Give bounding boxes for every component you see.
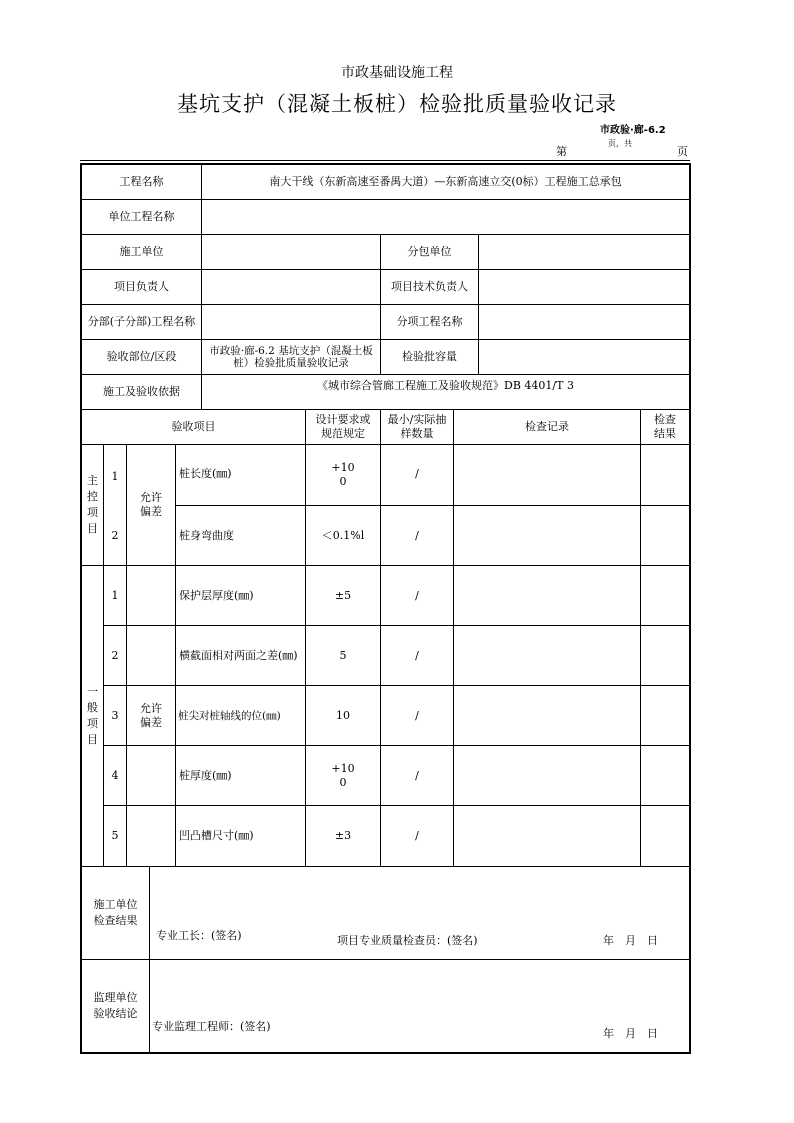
- general-row-3-name: 桩尖对桩轴线的位(㎜): [178, 709, 281, 722]
- supervisor-date: 年 月 日: [603, 1027, 658, 1040]
- acceptance-part-label: 验收部位/区段: [106, 350, 177, 363]
- general-row-3-sample: /: [415, 708, 419, 722]
- main-row-1-design: +10 0: [331, 461, 355, 488]
- general-row-1-no: 1: [111, 588, 119, 602]
- general-row-5-name: 凹凸槽尺寸(㎜): [179, 829, 254, 842]
- general-row-2-no: 2: [111, 648, 119, 662]
- form-code: 市政验·廊-6.2: [600, 125, 666, 136]
- contractor-label: 施工单位: [119, 245, 164, 258]
- general-row-5-sample: /: [415, 829, 419, 842]
- col-sample: 最小/实际抽样数量: [387, 413, 447, 440]
- contractor-check-label: 施工单位检查结果: [93, 898, 138, 927]
- division-label: 分部(子分部)工程名称: [87, 315, 196, 328]
- main-row-1-name: 桩长度(㎜): [179, 467, 232, 480]
- project-name-value: 南大干线（东新高速至番禺大道）—东新高速立交(0标）工程施工总承包: [269, 175, 622, 188]
- main-row-1-sample: /: [415, 467, 419, 480]
- contractor-date: 年 月 日: [603, 934, 658, 947]
- col-design: 设计要求或规范规定: [315, 413, 371, 440]
- main-row-2-no: 2: [111, 528, 119, 542]
- general-tolerance-label: 允许偏差: [140, 702, 162, 729]
- project-name-label: 工程名称: [119, 175, 164, 188]
- acceptance-part-value: 市政验·廊-6.2 基坑支护（混凝土板桩）检验批质量验收记录: [209, 345, 373, 369]
- basis-label: 施工及验收依据: [103, 385, 180, 398]
- subcontractor-label: 分包单位: [407, 245, 452, 258]
- col-result: 检查结果: [654, 413, 676, 440]
- main-row-2-design: ＜0.1%l: [321, 528, 365, 542]
- unit-project-label: 单位工程名称: [108, 210, 175, 223]
- page-prefix: 第: [556, 145, 567, 158]
- subitem-label: 分项工程名称: [396, 315, 463, 328]
- general-items-label: 一般项目: [87, 685, 98, 746]
- general-row-1-sample: /: [415, 588, 419, 602]
- supervisor-check-label: 监理单位验收结论: [93, 991, 138, 1020]
- quality-inspector-signature: 项目专业质量检查员：(签名): [337, 934, 478, 947]
- general-row-3-design: 10: [336, 708, 350, 722]
- general-row-5-design: ±3: [334, 829, 352, 842]
- main-row-2-name: 桩身弯曲度: [179, 528, 234, 542]
- general-row-3-no: 3: [111, 708, 119, 722]
- main-row-2-sample: /: [415, 528, 419, 542]
- col-item: 验收项目: [171, 420, 216, 433]
- col-record: 检查记录: [525, 420, 569, 433]
- foreman-signature: 专业工长：(签名): [156, 929, 242, 942]
- general-row-4-no: 4: [111, 768, 119, 782]
- general-row-2-name: 横截面相对两面之差(㎜): [179, 648, 298, 662]
- batch-capacity-label: 检验批容量: [402, 350, 457, 363]
- general-row-4-design: +10 0: [331, 761, 355, 789]
- general-row-2-sample: /: [415, 648, 419, 662]
- general-row-1-design: ±5: [334, 588, 352, 602]
- doc-title: 基坑支护（混凝土板桩）检验批质量验收记录: [177, 92, 617, 116]
- tech-lead-label: 项目技术负责人: [391, 280, 468, 293]
- page-suffix: 页: [677, 145, 688, 158]
- general-row-1-name: 保护层厚度(㎜): [179, 588, 254, 602]
- page-mid: 页，共: [608, 139, 632, 148]
- general-row-2-design: 5: [339, 648, 347, 662]
- doc-subtitle: 市政基础设施工程: [341, 65, 453, 81]
- pm-label: 项目负责人: [114, 280, 169, 293]
- main-row-1-no: 1: [111, 470, 119, 483]
- basis-value: 《城市综合管廊工程施工及验收规范》DB 4401/T 3: [317, 379, 574, 392]
- general-row-5-no: 5: [111, 829, 119, 842]
- main-items-label: 主控项目: [87, 474, 98, 535]
- supervising-engineer-signature: 专业监理工程师：(签名): [152, 1020, 271, 1033]
- general-row-4-sample: /: [415, 768, 419, 782]
- main-tolerance-label: 允许偏差: [140, 491, 162, 518]
- general-row-4-name: 桩厚度(㎜): [179, 768, 232, 782]
